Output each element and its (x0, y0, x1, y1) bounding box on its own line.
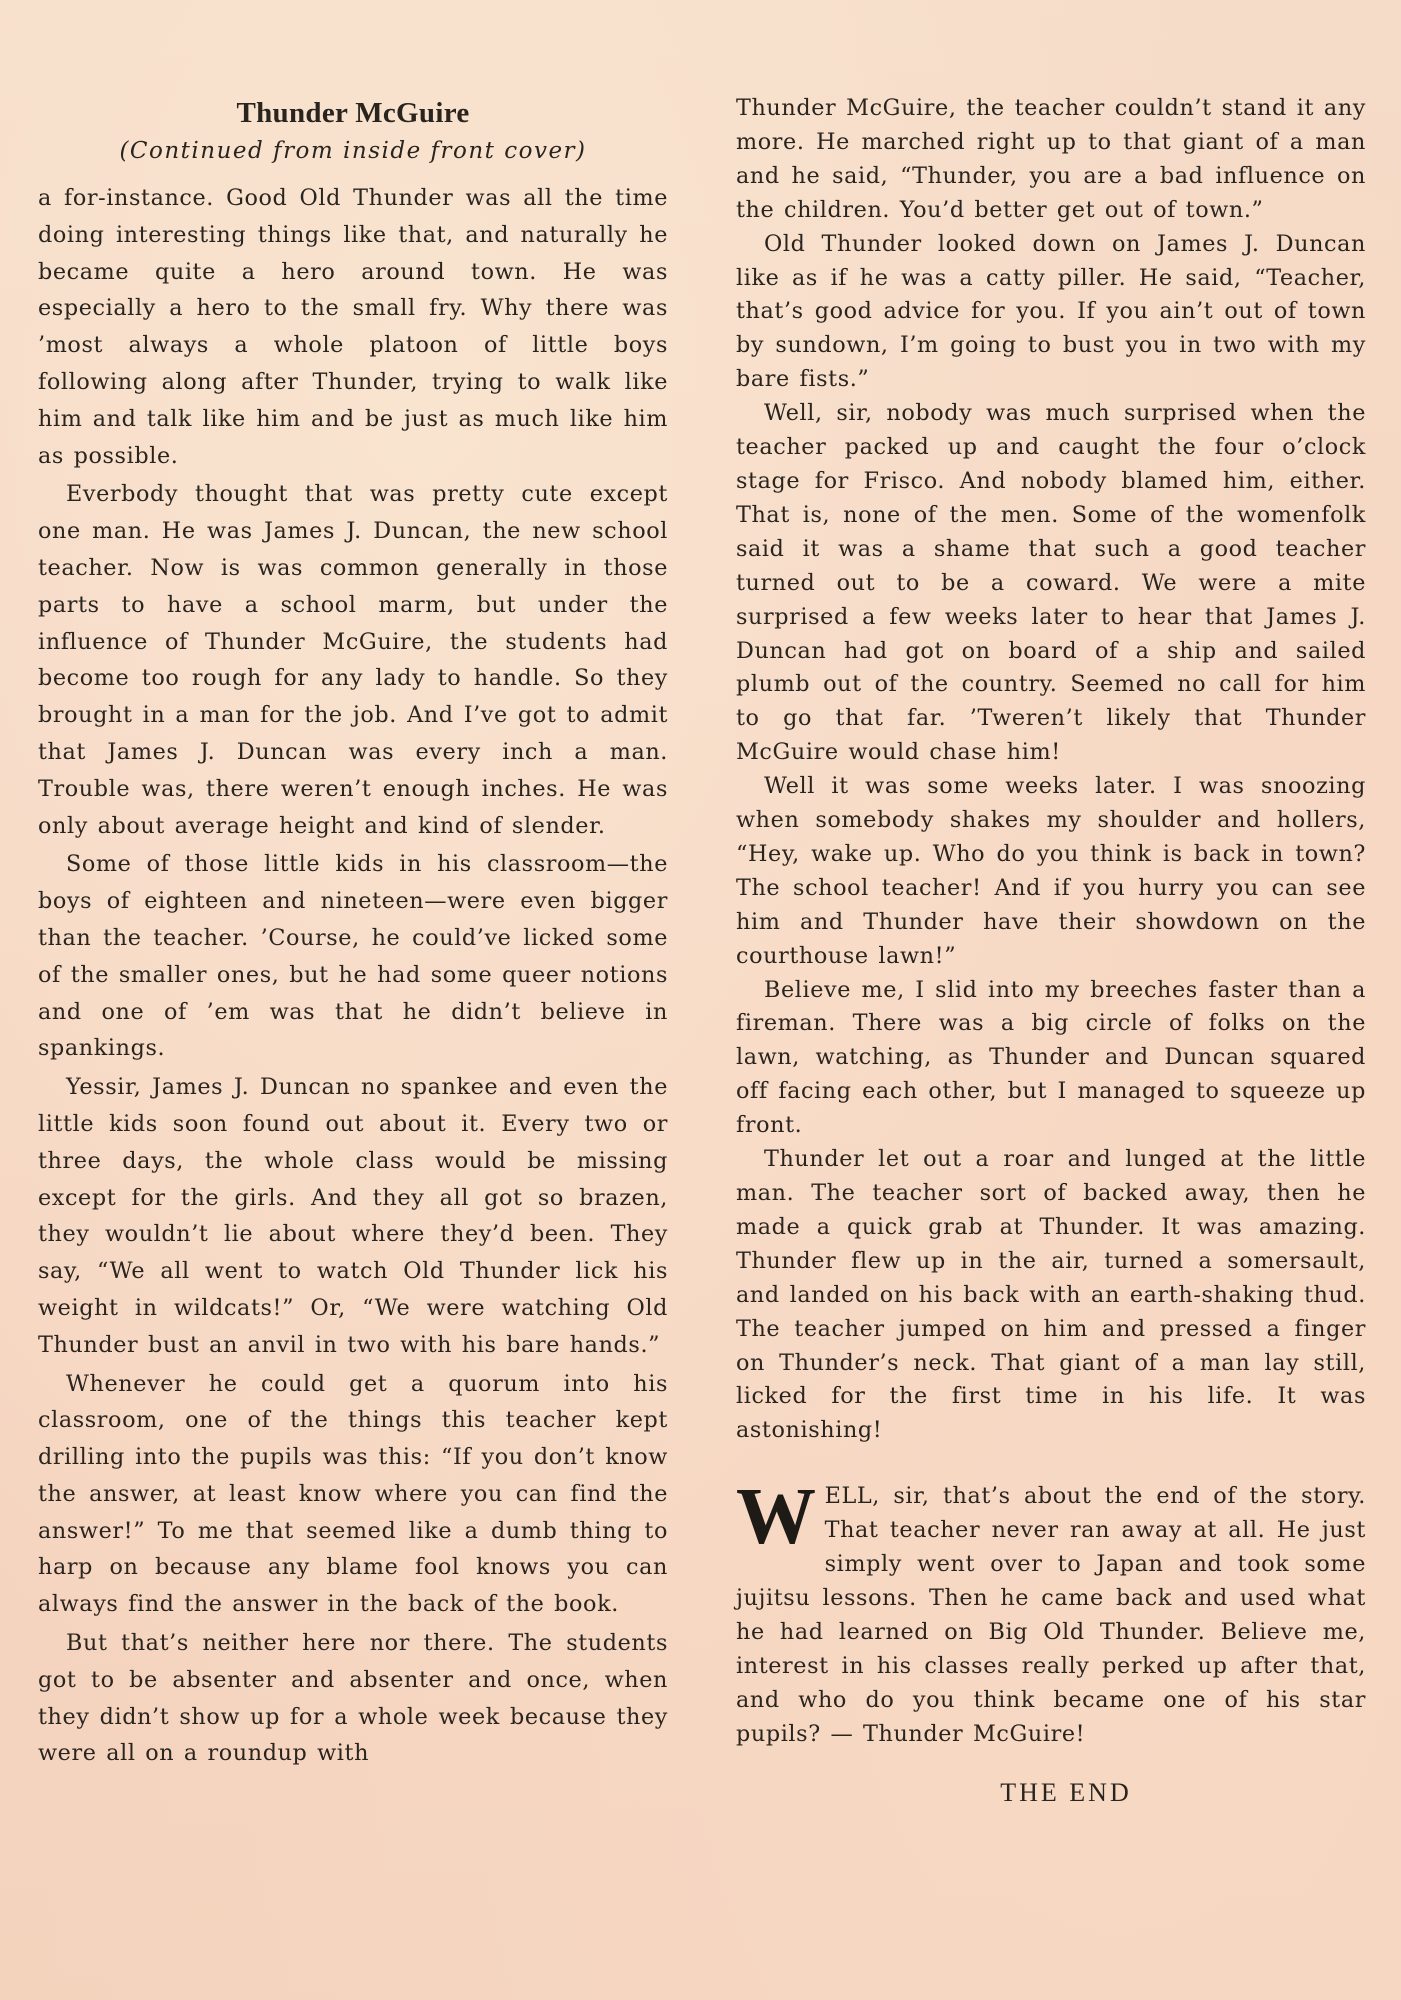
paragraph: Thunder let out a roar and lunged at the little man. The teacher sort of backed away, then he made a quick grab at Thunder. It was amazing. Thunder flew up in the air, turned a somersault, and landed on his back with an earth-shaking thud. The teacher jumped on him and pressed a finger on Thunder’s neck. That giant of a man lay still, licked for the first time in his life. It was astonishing! (736, 1146, 1366, 1444)
left-column (38, 94, 668, 1772)
paragraph: Well, sir, nobody was much surprised when the teacher packed up and caught the four o’clock stage for Frisco. And nobody blamed him, either. That is, none of the men. Some of the womenfolk said it was a shame that such a good teacher turned out to be a coward. We were a mite surprised a few weeks later to hear that James J. Duncan had got on board of a ship and sailed plumb out of the country. Seemed no call for him to go that far. ’Tweren’t likely that Thunder McGuire would chase him! (736, 400, 1366, 766)
paragraph: Well it was some weeks later. I was snoozing when somebody shakes my shoulder and hollers, “Hey, wake up. Who do you think is back in town? The school teacher! And if you hurry you can see him and Thunder have their showdown on the courthouse lawn!” (736, 773, 1366, 969)
paragraph: Believe me, I slid into my breeches faster than a fireman. There was a big circle of folks on the lawn, watching, as Thunder and Duncan squared off facing each other, but I managed to squeeze up front. (736, 976, 1366, 1139)
paragraph: Yessir, James J. Duncan no spankee and even the little kids soon found out about it. Every two or three days, the whole class would be missing except for the girls. And they all got so brazen, they wouldn’t lie about where they’d been. They say, “We all went to watch Old Thunder lick his weight in wildcats!” Or, “We were watching Old Thunder bust an anvil in two with his bare hands.” (38, 1074, 668, 1358)
paragraph: Some of those little kids in his classroom—the boys of eighteen and nineteen—were even bigger than the teacher. ’Course, he could’ve licked some of the smaller ones, but he had some queer notions and one of ’em was that he didn’t believe in spankings. (38, 851, 668, 1062)
the-end-label: THE END (1000, 1777, 1132, 1807)
final-paragraph (736, 1473, 1366, 1751)
story-title: Thunder McGuire (236, 97, 470, 129)
paragraph: But that’s neither here nor there. The students got to be absenter and absenter and once, when they didn’t show up for a whole week because they were all on a roundup with (38, 1630, 668, 1767)
continued-note: (Continued from inside front cover) (119, 138, 587, 164)
paragraph: a for-instance. Good Old Thunder was all the time doing interesting things like that, and naturally he became quite a hero around town. He was especially a hero to the small fry. Why there was ’most always a whole platoon of little boys following along after Thunder, trying to walk like him and talk like him and be just as much like him as possible. (38, 185, 668, 469)
paragraph: Whenever he could get a quorum into his classroom, one of the things this teacher kept drilling into the pupils was this: “If you don’t know the answer, at least know where you can find the answer!” To me that seemed like a dumb thing to harp on because any blame fool knows you can always find the answer in the back of the book. (38, 1370, 668, 1618)
right-column (736, 92, 1366, 1808)
paragraph: Everbody thought that was pretty cute except one man. He was James J. Duncan, the new school teacher. Now is was common generally in those parts to have a school marm, but under the influence of Thunder McGuire, the students had become too rough for any lady to handle. So they brought in a man for the job. And I’ve got to admit that James J. Duncan was every inch a man. Trouble was, there weren’t enough inches. He was only about average height and kind of slender. (38, 481, 668, 839)
final-paragraph-text: ELL, sir, that’s about the end of the story. That teacher never ran away at all. He just simply went over to Japan and took some jujitsu lessons. Then he came back and used what he had learned on Big Old Thunder. Believe me, interest in his classes really perked up after that, and who do you think became one of his star pupils? — Thunder McGuire! (736, 1483, 1366, 1747)
drop-cap: W (736, 1473, 817, 1562)
paragraph: Old Thunder looked down on James J. Duncan like as if he was a catty piller. He said, “Teacher, that’s good advice for you. If you ain’t out of town by sundown, I’m going to bust you in two with my bare fists.” (736, 230, 1366, 393)
paragraph: Thunder McGuire, the teacher couldn’t stand it any more. He marched right up to that giant of a man and he said, “Thunder, you are a bad influence on the children. You’d better get out of town.” (736, 95, 1366, 223)
